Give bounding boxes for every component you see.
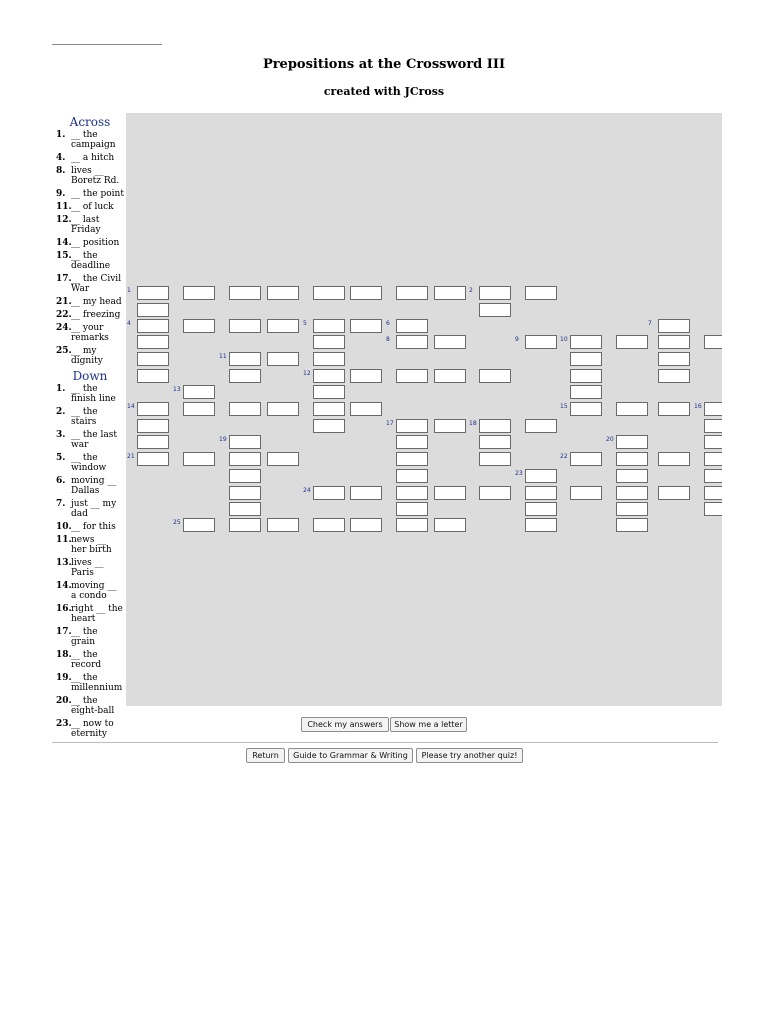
across-clue <box>56 297 124 307</box>
crossword-cell[interactable] <box>570 402 602 416</box>
try-another-quiz-button[interactable]: Please try another quiz! <box>416 748 523 763</box>
crossword-cell[interactable] <box>396 419 428 433</box>
crossword-cell[interactable] <box>704 452 722 466</box>
crossword-cell[interactable] <box>267 518 299 532</box>
clue-text: __ now to eternity <box>71 719 114 739</box>
crossword-cell[interactable] <box>229 402 261 416</box>
cell-number: 22 <box>560 453 568 460</box>
clue-number: 25. <box>56 346 72 356</box>
crossword-cell[interactable] <box>229 518 261 532</box>
crossword-cell[interactable] <box>396 369 428 383</box>
clue-number: 24. <box>56 323 72 333</box>
crossword-cell[interactable] <box>616 469 648 483</box>
crossword-cell[interactable] <box>434 286 466 300</box>
down-clue <box>56 627 124 647</box>
clue-text: __ last Friday <box>71 215 101 235</box>
across-clue <box>56 346 124 366</box>
cell-number: 21 <box>127 453 135 460</box>
clue-number: 17. <box>56 274 72 284</box>
cell-number: 10 <box>560 336 568 343</box>
cell-number: 14 <box>127 403 135 410</box>
crossword-cell[interactable] <box>658 352 690 366</box>
crossword-cell[interactable] <box>313 419 345 433</box>
down-clue <box>56 650 124 670</box>
cell-number: 8 <box>386 336 390 343</box>
cell-number: 15 <box>560 403 568 410</box>
clue-text: news __ her birth <box>71 535 112 555</box>
clue-text: __ of luck <box>71 202 114 212</box>
crossword-cell[interactable] <box>313 369 345 383</box>
crossword-cell[interactable] <box>570 335 602 349</box>
crossword-cell[interactable] <box>229 502 261 516</box>
across-heading: Across <box>69 115 111 129</box>
cell-number: 19 <box>219 436 227 443</box>
clue-number: 14. <box>56 238 72 248</box>
crossword-cell[interactable] <box>525 335 557 349</box>
crossword-cell[interactable] <box>313 319 345 333</box>
crossword-cell[interactable] <box>229 452 261 466</box>
down-clue <box>56 430 124 450</box>
crossword-cell[interactable] <box>267 402 299 416</box>
down-clue <box>56 558 124 578</box>
cell-number: 11 <box>219 353 227 360</box>
clue-text: __ the finish line <box>71 384 116 404</box>
crossword-cell[interactable] <box>704 419 722 433</box>
down-clue <box>56 384 124 404</box>
across-clues <box>56 130 124 366</box>
clue-number: 21. <box>56 297 72 307</box>
clue-number: 14. <box>56 581 72 591</box>
crossword-cell[interactable] <box>658 335 690 349</box>
clue-number: 15. <box>56 251 72 261</box>
clue-number: 13. <box>56 558 72 568</box>
cell-number: 2 <box>469 287 473 294</box>
clue-number: 16. <box>56 604 72 614</box>
crossword-cell[interactable] <box>350 486 382 500</box>
clue-text: __ the eight-ball <box>71 696 115 716</box>
crossword-cell[interactable] <box>525 286 557 300</box>
return-button[interactable]: Return <box>246 748 285 763</box>
crossword-cell[interactable] <box>479 486 511 500</box>
clue-text: __ a hitch <box>71 153 115 163</box>
crossword-cell[interactable] <box>229 286 261 300</box>
crossword-cell[interactable] <box>313 286 345 300</box>
crossword-cell[interactable] <box>183 286 215 300</box>
clue-text: __ the window <box>71 453 107 473</box>
across-clue <box>56 189 124 199</box>
clue-text: __ my dignity <box>71 346 103 366</box>
crossword-cell[interactable] <box>137 335 169 349</box>
crossword-cell[interactable] <box>396 286 428 300</box>
crossword-cell[interactable] <box>267 452 299 466</box>
crossword-cell[interactable] <box>396 435 428 449</box>
crossword-cell[interactable] <box>616 502 648 516</box>
crossword-cell[interactable] <box>137 369 169 383</box>
crossword-cell[interactable] <box>434 419 466 433</box>
crossword-cell[interactable] <box>479 419 511 433</box>
clue-text: __ freezing <box>71 310 121 320</box>
crossword-cell[interactable] <box>479 452 511 466</box>
crossword-cell[interactable] <box>616 452 648 466</box>
crossword-cell[interactable] <box>616 518 648 532</box>
clue-text: __ your remarks <box>71 323 109 343</box>
crossword-cell[interactable] <box>137 352 169 366</box>
crossword-cell[interactable] <box>434 486 466 500</box>
clue-number: 5. <box>56 453 66 463</box>
crossword-cell[interactable] <box>350 369 382 383</box>
clue-number: 2. <box>56 407 66 417</box>
crossword-cell[interactable] <box>137 286 169 300</box>
down-clue <box>56 407 124 427</box>
crossword-cell[interactable] <box>704 469 722 483</box>
cell-number: 9 <box>515 336 519 343</box>
clue-number: 10. <box>56 522 72 532</box>
bottom-divider <box>52 742 718 743</box>
crossword-cell[interactable] <box>658 402 690 416</box>
crossword-cell[interactable] <box>183 452 215 466</box>
crossword-cell[interactable] <box>616 435 648 449</box>
crossword-cell[interactable] <box>313 486 345 500</box>
crossword-grid <box>126 113 722 706</box>
crossword-cell[interactable] <box>137 402 169 416</box>
across-clue <box>56 310 124 320</box>
crossword-cell[interactable] <box>658 319 690 333</box>
clue-text: moving __ Dallas <box>71 476 117 496</box>
page-title: Prepositions at the Crossword III <box>262 57 506 72</box>
clue-number: 9. <box>56 189 66 199</box>
clue-number: 17. <box>56 627 72 637</box>
down-clue <box>56 673 124 693</box>
down-clue <box>56 453 124 473</box>
top-divider <box>52 44 162 45</box>
crossword-cell[interactable] <box>396 469 428 483</box>
crossword-cell[interactable] <box>350 402 382 416</box>
cell-number: 1 <box>127 287 131 294</box>
across-clue <box>56 274 124 294</box>
crossword-cell[interactable] <box>229 352 261 366</box>
across-clue <box>56 166 124 186</box>
clue-text: moving __ a condo <box>71 581 117 601</box>
down-clues <box>56 384 124 739</box>
crossword-cell[interactable] <box>396 319 428 333</box>
clue-number: 4. <box>56 153 66 163</box>
crossword-cell[interactable] <box>396 335 428 349</box>
clue-text: __ my head <box>71 297 122 307</box>
crossword-cell[interactable] <box>704 402 722 416</box>
crossword-cell[interactable] <box>396 452 428 466</box>
crossword-cell[interactable] <box>616 335 648 349</box>
crossword-cell[interactable] <box>229 469 261 483</box>
clue-number: 18. <box>56 650 72 660</box>
crossword-cell[interactable] <box>183 385 215 399</box>
crossword-cell[interactable] <box>479 435 511 449</box>
crossword-cell[interactable] <box>229 369 261 383</box>
down-clue <box>56 604 124 624</box>
clue-number: 1. <box>56 130 66 140</box>
clue-number: 7. <box>56 499 66 509</box>
clue-text: __ the millennium <box>71 673 123 693</box>
cell-number: 13 <box>173 386 181 393</box>
clue-text: __ for this <box>71 522 116 532</box>
crossword-cell[interactable] <box>704 335 722 349</box>
clue-list <box>56 115 124 742</box>
check-answers-button[interactable]: Check my answers <box>301 717 389 732</box>
crossword-cell[interactable] <box>396 518 428 532</box>
crossword-cell[interactable] <box>183 402 215 416</box>
cell-number: 7 <box>648 320 652 327</box>
crossword-cell[interactable] <box>525 469 557 483</box>
page-subtitle: created with JCross <box>323 85 445 98</box>
down-clue <box>56 719 124 739</box>
cell-number: 17 <box>386 420 394 427</box>
show-letter-button[interactable]: Show me a letter <box>390 717 467 732</box>
crossword-cell[interactable] <box>313 518 345 532</box>
cell-number: 24 <box>303 487 311 494</box>
crossword-cell[interactable] <box>137 319 169 333</box>
crossword-cell[interactable] <box>570 369 602 383</box>
clue-text: lives __ Boretz Rd. <box>71 166 120 186</box>
down-heading: Down <box>72 369 108 383</box>
crossword-cell[interactable] <box>137 303 169 317</box>
clue-text: lives __ Paris <box>71 558 104 578</box>
crossword-cell[interactable] <box>616 486 648 500</box>
crossword-cell[interactable] <box>137 435 169 449</box>
clue-number: 8. <box>56 166 66 176</box>
crossword-cell[interactable] <box>434 518 466 532</box>
across-clue <box>56 238 124 248</box>
down-clue <box>56 581 124 601</box>
clue-number: 12. <box>56 215 72 225</box>
clue-text: __ the grain <box>71 627 98 647</box>
crossword-cell[interactable] <box>137 452 169 466</box>
crossword-cell[interactable] <box>525 486 557 500</box>
crossword-cell[interactable] <box>616 402 648 416</box>
clue-text: __ position <box>71 238 120 248</box>
across-clue <box>56 215 124 235</box>
crossword-cell[interactable] <box>396 486 428 500</box>
clue-number: 19. <box>56 673 72 683</box>
clue-number: 3. <box>56 430 66 440</box>
down-clue <box>56 696 124 716</box>
clue-text: __ the record <box>71 650 102 670</box>
crossword-cell[interactable] <box>137 419 169 433</box>
crossword-cell[interactable] <box>229 319 261 333</box>
crossword-cell[interactable] <box>229 435 261 449</box>
down-clue <box>56 522 124 532</box>
across-clue <box>56 153 124 163</box>
crossword-cell[interactable] <box>229 486 261 500</box>
crossword-cell[interactable] <box>434 335 466 349</box>
clue-number: 23. <box>56 719 72 729</box>
crossword-cell[interactable] <box>525 419 557 433</box>
clue-number: 11. <box>56 202 72 212</box>
crossword-cell[interactable] <box>396 502 428 516</box>
cell-number: 5 <box>303 320 307 327</box>
clue-text: just __ my dad <box>71 499 117 519</box>
crossword-cell[interactable] <box>183 319 215 333</box>
clue-number: 20. <box>56 696 72 706</box>
crossword-cell[interactable] <box>267 319 299 333</box>
clue-number: 11. <box>56 535 72 545</box>
crossword-cell[interactable] <box>570 385 602 399</box>
cell-number: 12 <box>303 370 311 377</box>
crossword-cell[interactable] <box>479 286 511 300</box>
down-clue <box>56 535 124 555</box>
cell-number: 16 <box>694 403 702 410</box>
clue-number: 22. <box>56 310 72 320</box>
across-clue <box>56 323 124 343</box>
cell-number: 4 <box>127 320 131 327</box>
crossword-cell[interactable] <box>570 452 602 466</box>
crossword-cell[interactable] <box>267 352 299 366</box>
clue-text: right __ the heart <box>71 604 123 624</box>
cell-number: 18 <box>469 420 477 427</box>
crossword-cell[interactable] <box>313 352 345 366</box>
crossword-cell[interactable] <box>525 502 557 516</box>
crossword-cell[interactable] <box>704 435 722 449</box>
crossword-cell[interactable] <box>658 369 690 383</box>
clue-number: 6. <box>56 476 66 486</box>
crossword-cell[interactable] <box>570 486 602 500</box>
cell-number: 23 <box>515 470 523 477</box>
crossword-cell[interactable] <box>267 286 299 300</box>
crossword-cell[interactable] <box>183 518 215 532</box>
crossword-cell[interactable] <box>313 335 345 349</box>
crossword-cell[interactable] <box>350 518 382 532</box>
down-clue <box>56 476 124 496</box>
crossword-cell[interactable] <box>350 286 382 300</box>
crossword-cell[interactable] <box>479 303 511 317</box>
down-clue <box>56 499 124 519</box>
cell-number: 25 <box>173 519 181 526</box>
crossword-cell[interactable] <box>658 486 690 500</box>
clue-text: __ the campaign <box>71 130 116 150</box>
clue-text: __ the stairs <box>71 407 98 427</box>
clue-text: __ the Civil War <box>71 274 122 294</box>
crossword-cell[interactable] <box>658 452 690 466</box>
crossword-cell[interactable] <box>525 518 557 532</box>
across-clue <box>56 202 124 212</box>
clue-number: 1. <box>56 384 66 394</box>
crossword-cell[interactable] <box>704 502 722 516</box>
cell-number: 6 <box>386 320 390 327</box>
crossword-cell[interactable] <box>434 369 466 383</box>
across-clue <box>56 251 124 271</box>
across-clue <box>56 130 124 150</box>
grammar-guide-button[interactable]: Guide to Grammar & Writing <box>288 748 413 763</box>
clue-text: __ the point <box>71 189 124 199</box>
crossword-cell[interactable] <box>570 352 602 366</box>
cell-number: 20 <box>606 436 614 443</box>
crossword-cell[interactable] <box>313 402 345 416</box>
crossword-cell[interactable] <box>313 385 345 399</box>
crossword-cell[interactable] <box>704 486 722 500</box>
crossword-cell[interactable] <box>350 319 382 333</box>
clue-text: __ the last war <box>71 430 117 450</box>
crossword-cell[interactable] <box>479 369 511 383</box>
clue-text: __ the deadline <box>71 251 111 271</box>
